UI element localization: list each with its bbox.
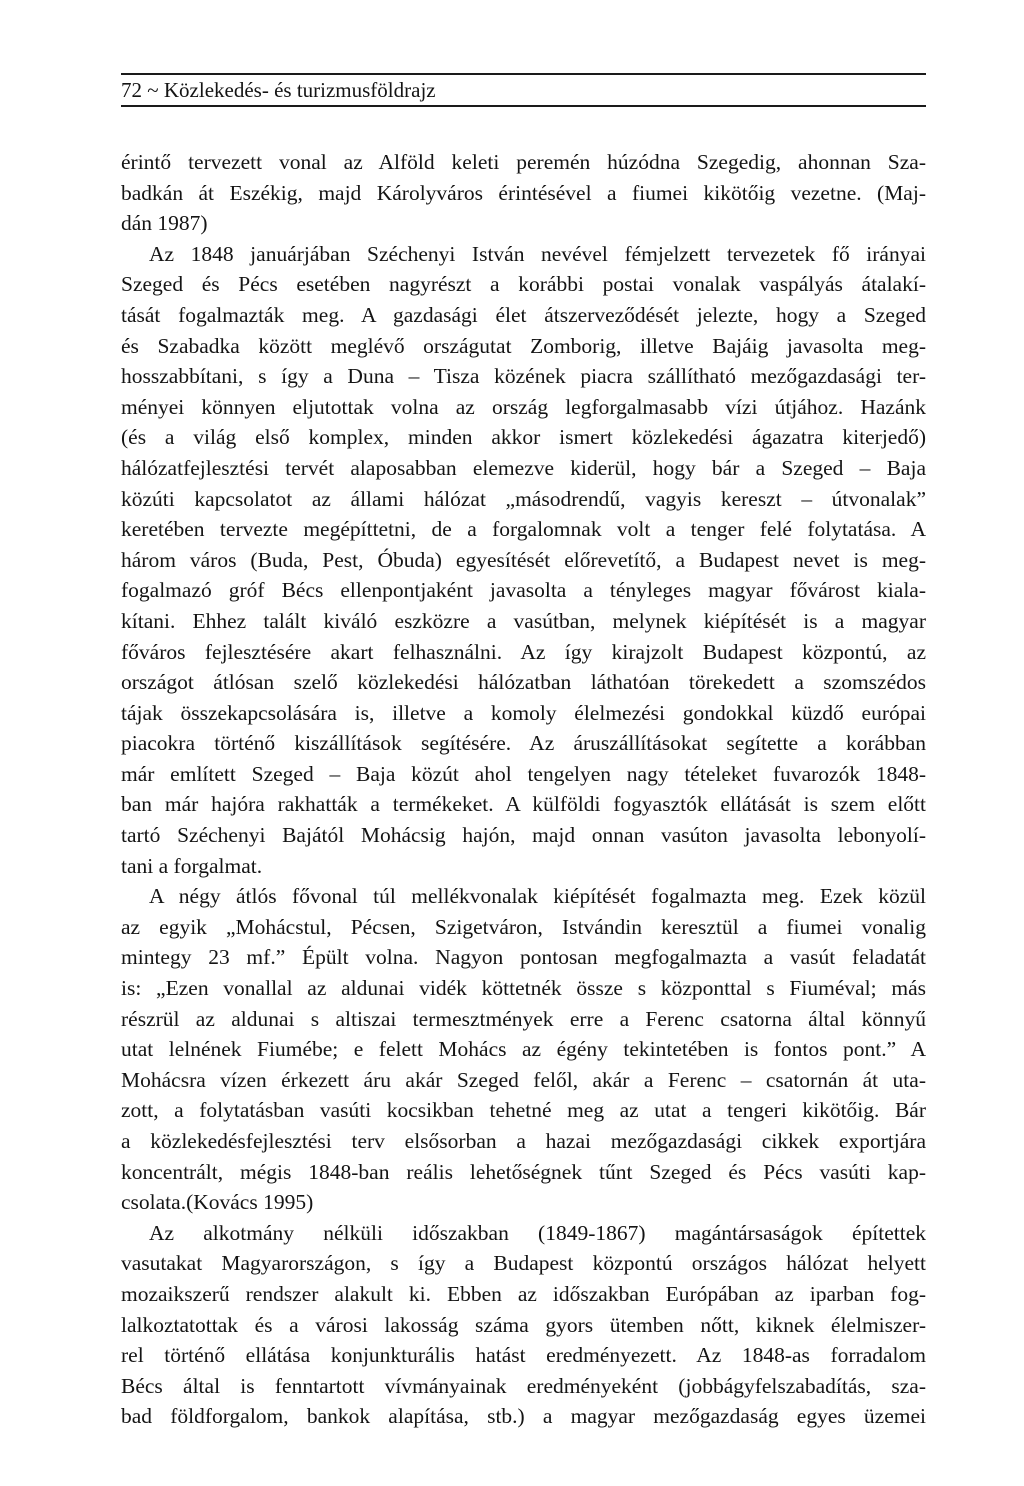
text-line: és Szabadka között meglévő országutat Zomborig, illetve Bajáig javasolta meg- <box>121 333 926 358</box>
text-line: dán 1987) <box>121 211 208 236</box>
text-line: bad földforgalom, bankok alapítása, stb.) a magyar mezőgazdaság egyes üzemei <box>121 1404 926 1429</box>
text-line: keretében tervezte megépíttetni, de a forgalomnak volt a tenger felé folytatása. A <box>121 517 926 542</box>
text-line: az egyik „Mohácstul, Pécsen, Szigetváron, Istvándin keresztül a fiumei vonalig <box>121 914 926 939</box>
text-line: közúti kapcsolatot az állami hálózat „másodrendű, vagyis kereszt – útvonalak” <box>121 486 926 511</box>
text-line: utat lelnének Fiumébe; e felett Mohács az égény tekintetében is fontos pont.” A <box>121 1037 926 1062</box>
text-line: fogalmazó gróf Bécs ellenpontjaként javasolta a tényleges magyar fővárost kiala- <box>121 578 926 603</box>
text-line: (és a világ első komplex, minden akkor ismert közlekedési ágazatra kiterjedő) <box>121 425 926 450</box>
text-line: kítani. Ehhez talált kiváló eszközre a vasútban, melynek kiépítését is a magyar <box>121 608 926 633</box>
text-line: tását fogalmazták meg. A gazdasági élet átszerveződését jelezte, hogy a Szeged <box>121 302 926 327</box>
text-line: is: „Ezen vonallal az aldunai vidék köttetnék össze s központtal s Fiuméval; más <box>121 976 926 1001</box>
text-line: Szeged és Pécs esetében nagyrészt a korábbi postai vonalak vaspályás átalakí- <box>121 272 926 297</box>
text-line: koncentrált, mégis 1848-ban reális lehetőségnek tűnt Szeged és Pécs vasúti kap- <box>121 1159 926 1184</box>
text-line: Bécs által is fenntartott vívmányainak eredményeként (jobbágyfelszabadítás, sza- <box>121 1373 926 1398</box>
header-separator: ~ <box>147 78 159 102</box>
text-line: főváros fejlesztésére akart felhasználni. Az így kirajzolt Budapest központú, az <box>121 639 926 664</box>
text-line: piacokra történő kiszállítások segítésére. Az áruszállításokat segítette a korábban <box>121 731 926 756</box>
text-line: részrül az aldunai s altiszai termesztmények erre a Ferenc csatorna által könnyű <box>121 1006 926 1031</box>
text-line: csolata.(Kovács 1995) <box>121 1190 314 1215</box>
text-line: már említett Szeged – Baja közút ahol tengelyen nagy tételeket fuvarozók 1848- <box>121 761 926 786</box>
text-line: a közlekedésfejlesztési terv elsősorban a hazai mezőgazdasági cikkek exportjára <box>121 1129 926 1153</box>
text-line: hálózatfejlesztési tervét alaposabban elemezve kiderül, hogy bár a Szeged – Baja <box>121 455 926 480</box>
text-line: ményei könnyen eljutottak volna az ország legforgalmasabb vízi útjához. Hazánk <box>121 394 926 419</box>
text-line: Mohácsra vízen érkezett áru akár Szeged felől, akár a Ferenc – csatornán át uta- <box>121 1067 926 1092</box>
text-line: mintegy 23 mf.” Épült volna. Nagyon pontosan megfogalmazta a vasút feladatát <box>121 945 926 970</box>
text-line: hosszabbítani, s így a Duna – Tisza közének piacra szállítható mezőgazdasági ter- <box>121 364 926 389</box>
text-line: mozaikszerű rendszer alakult ki. Ebben az időszakban Európában az iparban fog- <box>121 1281 926 1306</box>
text-line: három város (Buda, Pest, Óbuda) egyesítését előrevetítő, a Budapest nevet is meg- <box>121 547 926 572</box>
text-line: tartó Széchenyi Bajától Mohácsig hajón, majd onnan vasúton javasolta lebonyolí- <box>121 823 926 848</box>
text-line: zott, a folytatásban vasúti kocsikban tehetné meg az utat a tengeri kikötőig. Bár <box>121 1098 926 1123</box>
running-title: Közlekedés- és turizmusföldrajz <box>163 78 436 102</box>
text-line: Az alkotmány nélküli időszakban (1849-1867) magántársaságok építettek <box>149 1220 926 1245</box>
text-line: ban már hajóra rakhatták a termékeket. A külföldi fogyasztók ellátását is szem előtt <box>121 792 926 817</box>
text-line: lalkoztatottak és a városi lakosság száma gyors ütemben nőtt, kiknek élelmiszer- <box>121 1312 926 1337</box>
running-head <box>121 73 926 107</box>
text-line: érintő tervezett vonal az Alföld keleti peremén húzódna Szegedig, ahonnan Sza- <box>121 150 926 174</box>
text-line: A négy átlós fővonal túl mellékvonalak kiépítését fogalmazta meg. Ezek közül <box>149 884 926 909</box>
body-text <box>121 147 926 1432</box>
text-line: tájak összekapcsolására is, illetve a komoly élelmezési gondokkal küzdő európai <box>121 700 926 725</box>
text-line: országot átlósan szelő közlekedési hálózatban láthatóan törekedett a szomszédos <box>121 670 926 695</box>
page-number: 72 <box>121 78 142 102</box>
text-line: rel történő ellátása konjunkturális hatást eredményezett. Az 1848-as forradalom <box>121 1343 926 1368</box>
text-line: tani a forgalmat. <box>121 853 263 878</box>
text-line: Az 1848 januárjában Széchenyi István nevével fémjelzett tervezetek fő irányai <box>149 241 926 266</box>
text-line: vasutakat Magyarországon, s így a Budapest központú országos hálózat helyett <box>121 1251 926 1276</box>
text-line: badkán át Eszékig, majd Károlyváros érintésével a fiumei kikötőig vezetne. (Maj- <box>121 180 926 205</box>
